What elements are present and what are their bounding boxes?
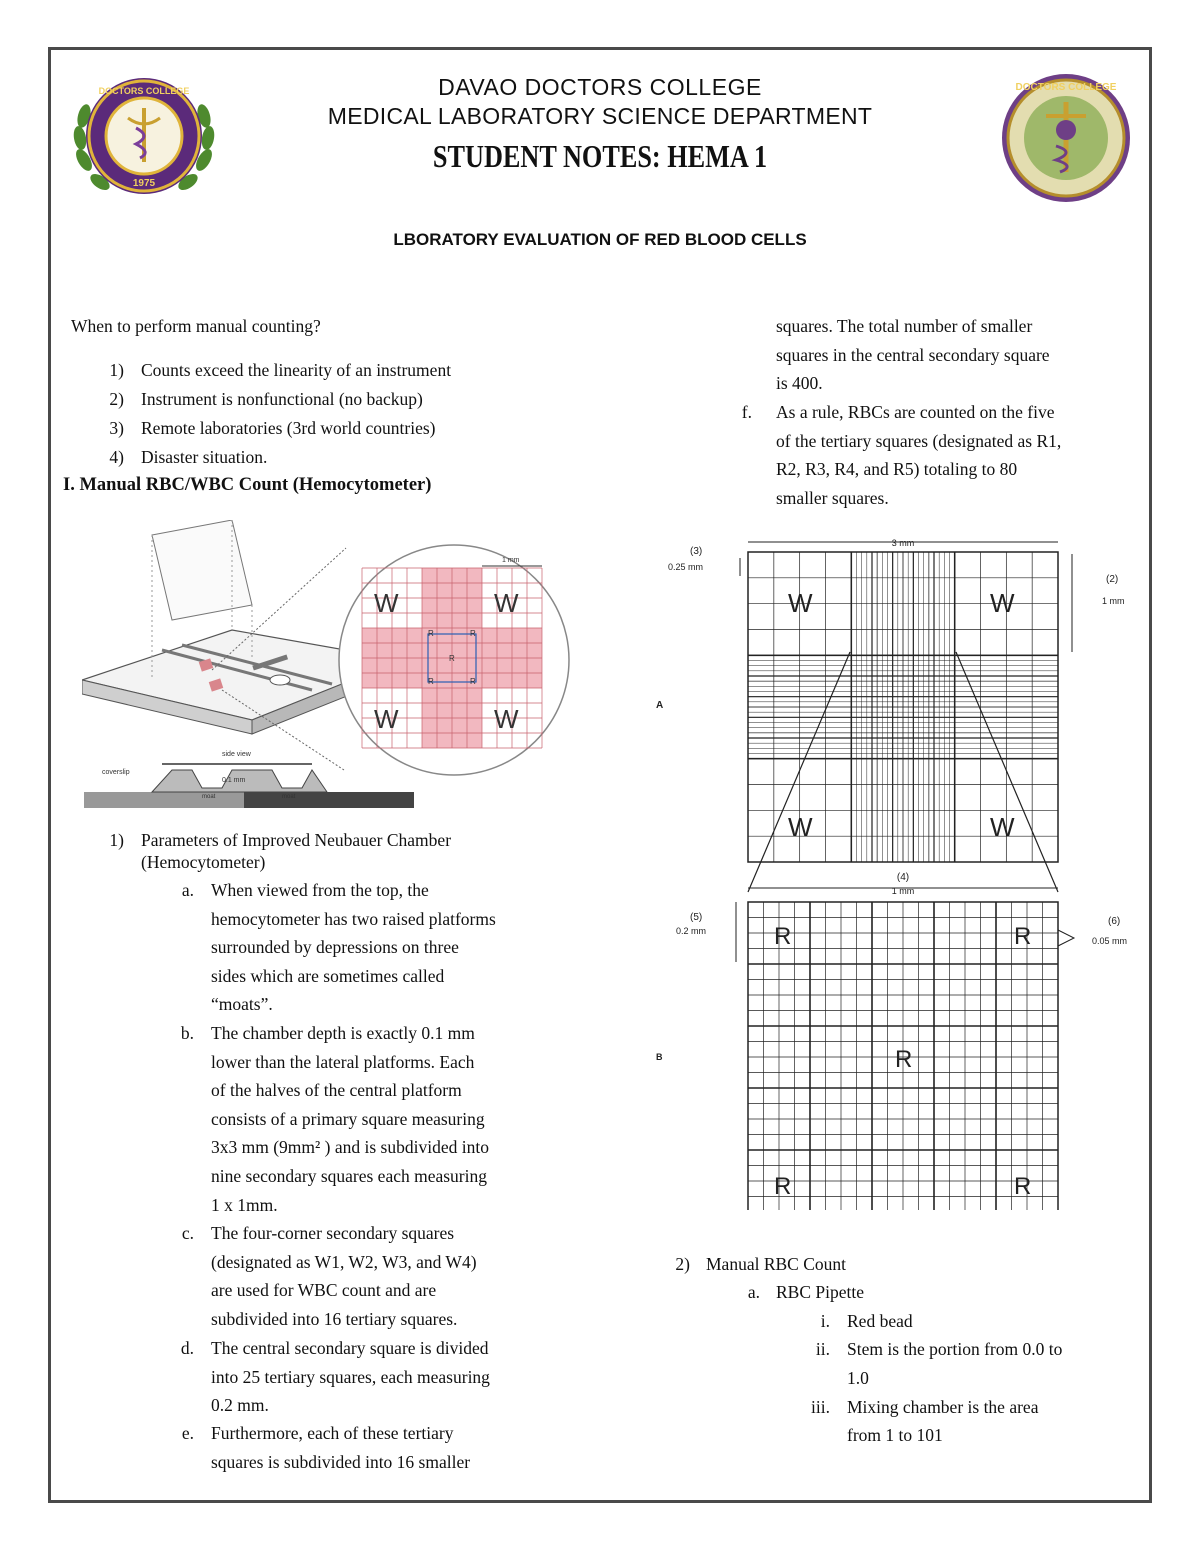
rbc-square-label: R: [895, 1046, 913, 1073]
wbc-square-label: W: [494, 704, 519, 734]
svg-text:DOCTORS COLLEGE: DOCTORS COLLEGE: [98, 86, 190, 96]
list-item-line: are used for WBC count and are: [211, 1280, 437, 1301]
section-heading: I. Manual RBC/WBC Count (Hemocytometer): [63, 475, 432, 495]
list-item-line: subdivided into 16 tertiary squares.: [211, 1308, 458, 1329]
list-item-line: of the halves of the central platform: [211, 1080, 462, 1101]
dim-025-label: 0.25 mm: [668, 562, 704, 572]
dim-3-label: (3): [690, 546, 703, 557]
dim-6-label: (6): [1108, 916, 1121, 927]
wbc-square-label: W: [494, 588, 519, 618]
svg-text:DOCTORS COLLEGE: DOCTORS COLLEGE: [1015, 82, 1117, 93]
list-letter: a.: [181, 880, 194, 900]
list-letter: e.: [181, 1423, 194, 1443]
list-item-line: surrounded by depressions on three: [211, 937, 459, 958]
list-number: 1): [109, 360, 124, 380]
rbc-square-label: R: [1014, 1173, 1032, 1200]
list-item-line: nine secondary squares each measuring: [211, 1166, 488, 1186]
list-letter: f.: [741, 402, 752, 422]
dim-4-label: (4): [896, 872, 910, 883]
list-item-line: 3x3 mm (9mm² ) and is subdivided into: [211, 1137, 489, 1158]
rbc-square-label: R: [449, 654, 455, 663]
list-number: 4): [109, 447, 124, 467]
list-item-line: The central secondary square is divided: [211, 1338, 489, 1358]
pipette-item: 1.0: [847, 1368, 869, 1388]
list-letter: a.: [747, 1282, 760, 1302]
dim-2-label: (2): [1106, 574, 1119, 585]
manual-rbc-heading: Manual RBC Count: [706, 1254, 847, 1274]
college-name: DAVAO DOCTORS COLLEGE: [438, 74, 762, 100]
list-item-line: 0.2 mm.: [211, 1395, 269, 1416]
list-item-line: 1 x 1mm.: [211, 1194, 278, 1215]
pipette-item: from 1 to 101: [847, 1425, 943, 1445]
list-roman: ii.: [815, 1339, 830, 1359]
wbc-square-label: W: [374, 588, 399, 618]
question-text: When to perform manual counting?: [71, 316, 321, 336]
list-number: 2): [109, 389, 124, 409]
list-item-line: hemocytometer has two raised platforms: [211, 908, 496, 929]
list-number: 1): [109, 830, 124, 850]
wbc-square-label: W: [788, 812, 813, 842]
list-item-line: When viewed from the top, the: [211, 880, 429, 900]
list-item: As a rule, RBCs are counted on the five: [776, 402, 1055, 422]
wbc-square-label: W: [788, 588, 813, 618]
dim-5-label: (5): [690, 912, 703, 923]
list-letter: b.: [180, 1023, 194, 1043]
list-item: of the tertiary squares (designated as R1,: [776, 431, 1062, 451]
panel-a-label: A: [656, 700, 664, 711]
wbc-square-label: W: [990, 812, 1015, 842]
notes-title: STUDENT NOTES: HEMA 1: [432, 138, 768, 174]
continuation-text: squares. The total number of smaller: [776, 316, 1033, 336]
hemocytometer-illustration: [82, 520, 572, 812]
parameters-heading: Parameters of Improved Neubauer Chamber: [141, 830, 452, 850]
rbc-pipette-heading: RBC Pipette: [776, 1282, 864, 1302]
list-item-line: “moats”.: [211, 994, 273, 1015]
rbc-square-label: R: [428, 629, 434, 638]
depth-label: 0.1 mm: [222, 777, 246, 784]
rbc-square-label: R: [470, 677, 476, 686]
list-letter: d.: [180, 1338, 194, 1358]
list-item-line: The chamber depth is exactly 0.1 mm: [211, 1023, 475, 1043]
list-item: R2, R3, R4, and R5) totaling to 80: [776, 459, 1018, 479]
list-item-line: The four-corner secondary squares: [211, 1223, 455, 1243]
rbc-square-label: R: [470, 629, 476, 638]
wbc-square-label: W: [374, 704, 399, 734]
coverslip-label: coverslip: [102, 769, 130, 776]
dim-005-label: 0.05 mm: [1092, 936, 1128, 946]
pipette-item: Stem is the portion from 0.0 to: [847, 1339, 1063, 1359]
dim-3mm-label: 3 mm: [891, 538, 915, 548]
list-roman: i.: [820, 1311, 830, 1331]
panel-b-label: B: [656, 1052, 663, 1062]
list-item: Instrument is nonfunctional (no backup): [141, 389, 423, 409]
svg-text:1975: 1975: [132, 178, 156, 189]
list-roman: iii.: [811, 1397, 830, 1417]
rbc-square-label: R: [774, 923, 792, 950]
dim-1mm-label: 1 mm: [1102, 596, 1125, 606]
list-item: smaller squares.: [776, 488, 889, 508]
list-item-line: (designated as W1, W2, W3, and W4): [211, 1251, 477, 1272]
list-item-line: sides which are sometimes called: [211, 965, 445, 986]
parameters-heading: (Hemocytometer): [141, 852, 266, 872]
list-item-line: lower than the lateral platforms. Each: [211, 1051, 475, 1072]
side-view-label: side view: [222, 751, 251, 758]
pipette-item: Mixing chamber is the area: [847, 1397, 1039, 1417]
scale-label: 1 mm: [502, 557, 520, 564]
list-item: Remote laboratories (3rd world countries): [141, 418, 436, 438]
list-number: 3): [109, 418, 124, 438]
list-number: 2): [675, 1254, 690, 1274]
rbc-square-label: R: [774, 1173, 792, 1200]
list-letter: c.: [181, 1223, 194, 1243]
pipette-item: Red bead: [847, 1311, 913, 1331]
department-name: MEDICAL LABORATORY SCIENCE DEPARTMENT: [327, 103, 873, 129]
continuation-text: is 400.: [776, 373, 823, 393]
list-item-line: consists of a primary square measuring: [211, 1108, 485, 1129]
moat-label: moat: [202, 794, 216, 800]
continuation-text: squares in the central secondary square: [776, 345, 1050, 365]
list-item-line: into 25 tertiary squares, each measuring: [211, 1366, 490, 1387]
moat-label: moat: [282, 794, 296, 800]
neubauer-ruling-diagram: [640, 530, 1150, 1210]
rbc-square-label: R: [1014, 923, 1032, 950]
list-item-line: squares is subdivided into 16 smaller: [211, 1451, 471, 1472]
section-title: LBORATORY EVALUATION OF RED BLOOD CELLS: [393, 230, 807, 249]
dim-02-label: 0.2 mm: [676, 926, 707, 936]
list-item: Counts exceed the linearity of an instrument: [141, 360, 452, 380]
wbc-square-label: W: [990, 588, 1015, 618]
list-item-line: Furthermore, each of these tertiary: [211, 1423, 454, 1443]
dim-1mm-bottom-label: 1 mm: [891, 886, 915, 896]
list-item: Disaster situation.: [141, 447, 268, 467]
rbc-square-label: R: [428, 677, 434, 686]
